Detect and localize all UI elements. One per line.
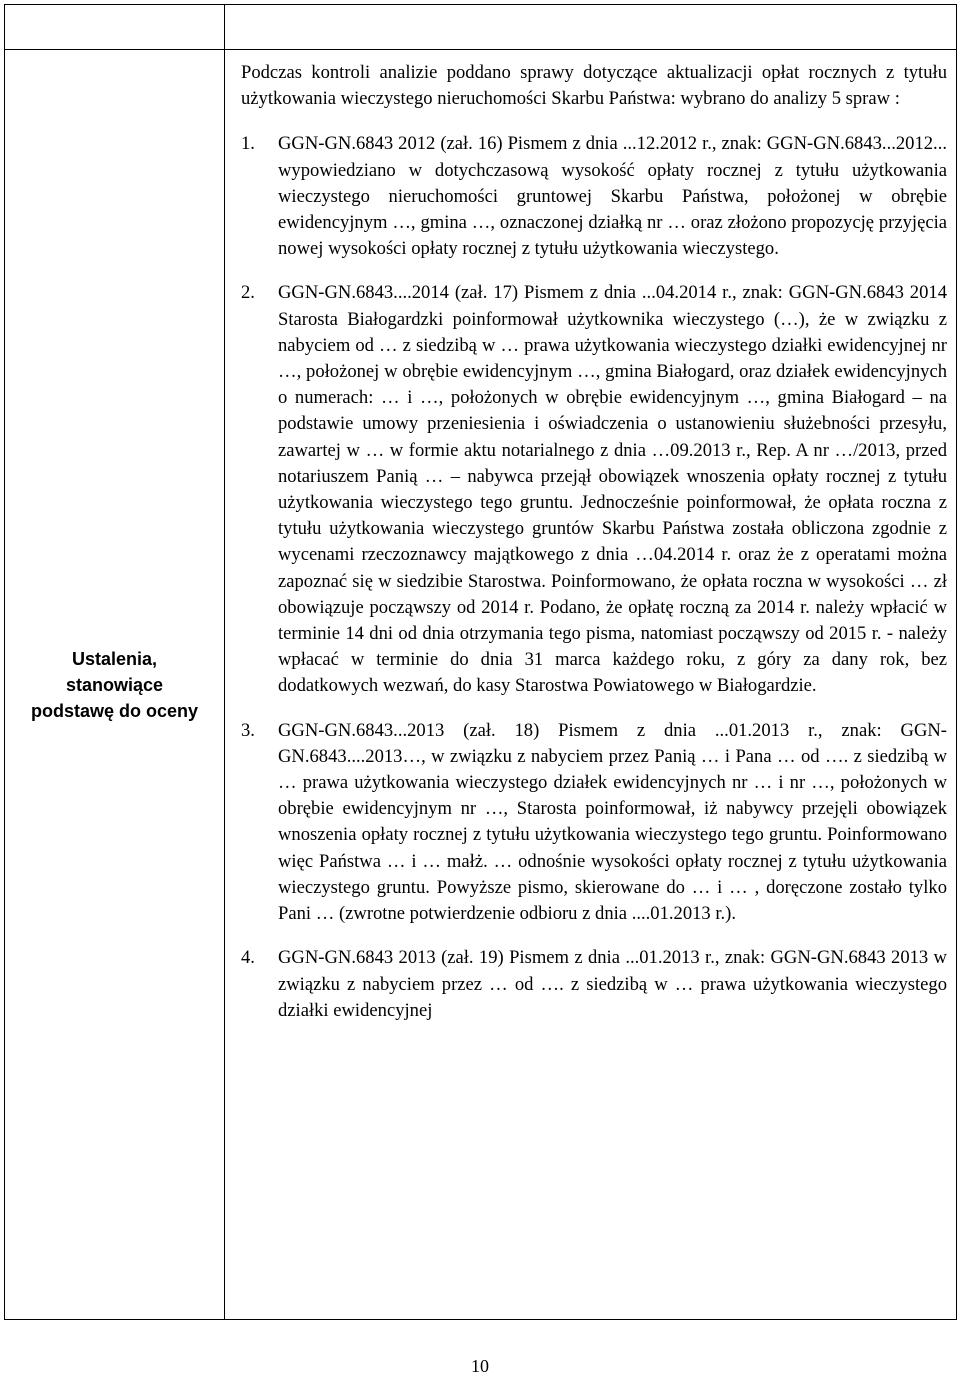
list-item-text: GGN-GN.6843....2014 (zał. 17) Pismem z dnia ...04.2014 r., znak: GGN-GN.6843 2014 Starosta Białogardzki poinformował użytkownika wieczystego (…), że w związku z nabyciem od … z siedzibą w … prawa użytkowania wieczystego działki ewidencyjnej nr …, położonej w obrębie ewidencyjnym …, gmina Białogard, oraz działek ewidencyjnych o numerach: … i …, położonych w obrębie ewidencyjnym …, gmina Białogard – na podstawie umowy przeniesienia i oświadczenia o ustanowieniu służebności przesyłu, zawartej w … w formie aktu notarialnego z dnia …09.2013 r., Rep. A nr …/2013, przed notariuszem Panią … – nabywca przejął obowiązek wnoszenia opłaty rocznej z tytułu użytkowania wieczystego tego gruntu. Jednocześnie poinformował, że opłata roczna z tytułu użytkowania wieczystego gruntów Skarbu Państwa została obliczona zgodnie z wycenami rzeczoznawcy majątkowego z dnia …04.2014 r. oraz że z operatami można zapoznać się w siedzibie Starostwa. Poinformowano, że opłata roczna w wysokości … zł obowiązuje począwszy od 2014 r. Podano, że opłatę roczną za 2014 r. należy wpłacić w terminie 14 dni od dnia otrzymania tego pisma, natomiast począwszy od 2015 r. - należy wpłacać w terminie do dnia 31 marca każdego roku, z góry za dany rok, bez dodatkowych wezwań, do kasy Starostwa Powiatowego w Białogardzie. — [278, 282, 947, 697]
list-item-text: GGN-GN.6843 2013 (zał. 19) Pismem z dnia ...01.2013 r., znak: GGN-GN.6843 2013 w związku z nabyciem przez … od …. z siedzibą w … prawa użytkowania wieczystego działki ewidencyjnej — [278, 947, 947, 1021]
list-item-text: GGN-GN.6843...2013 (zał. 18) Pismem z dnia ...01.2013 r., znak: GGN-GN.6843....2013…, w związku z nabyciem przez Panią … i Pana … od …. z siedzibą w … prawa użytkowania wieczystego działek ewidencyjnych nr … i nr …, położonych w obrębie ewidencyjnym nr …, Starosta poinformował, iż nabywcy przejęli obowiązek wnoszenia opłaty rocznej z tytułu użytkowania wieczystego tego gruntu. Poinformowano więc Państwa … i … małż. … odnośnie wysokości opłaty rocznej z tytułu użytkowania wieczystego gruntu. Powyższe pismo, skierowane do … i … , doręczone zostało tylko Pani … (zwrotne potwierdzenie odbioru z dnia ....01.2013 r.). — [278, 719, 947, 925]
header-right-cell — [225, 5, 957, 50]
findings-content — [225, 50, 957, 1320]
list-item-text: GGN-GN.6843 2012 (zał. 16) Pismem z dnia ...12.2012 r., znak: GGN-GN.6843...2012... wypowiedziano w dotychczasową wysokość opłaty rocznej z tytułu użytkowania wieczystego nieruchomości gruntowej Skarbu Państwa, położonej w obrębie ewidencyjnym …, gmina …, oznaczonej działką nr … oraz złożono propozycję przyjęcia nowej wysokości opłaty rocznej z tytułu użytkowania wieczystego. — [278, 133, 947, 260]
list-item-number: 1. — [241, 133, 255, 155]
list-item-number: 3. — [241, 719, 255, 741]
list-item — [241, 280, 947, 699]
header-left-cell — [5, 5, 225, 50]
list-item — [241, 945, 947, 1024]
header-row — [5, 5, 957, 50]
section-label-line: Ustalenia, — [71, 648, 158, 669]
content-row — [5, 50, 957, 1320]
list-item-number: 4. — [241, 947, 255, 969]
list-item — [241, 718, 947, 928]
document-table — [4, 4, 957, 1320]
list-item — [241, 131, 947, 262]
intro-paragraph: Podczas kontroli analizie poddano sprawy dotyczące aktualizacji opłat rocznych z tytułu użytkowania wieczystego nieruchomości Skarbu Państwa: wybrano do analizy 5 spraw : — [241, 62, 947, 110]
section-label — [5, 50, 225, 1320]
list-item-number: 2. — [241, 282, 255, 304]
section-label-line: stanowiące — [65, 674, 164, 695]
section-label-line: podstawę do oceny — [30, 700, 199, 721]
page-number: 10 — [471, 1356, 489, 1376]
